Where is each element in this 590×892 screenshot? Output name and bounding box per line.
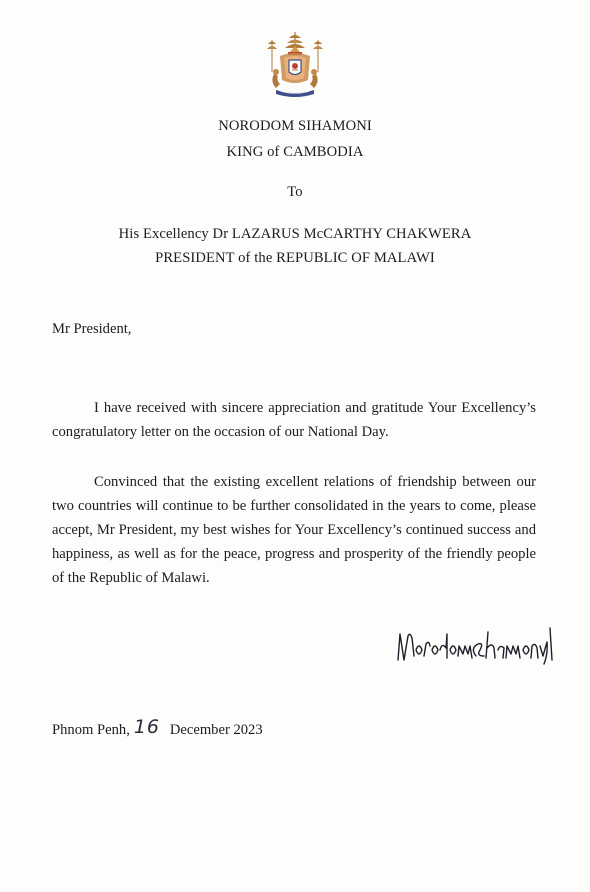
sender-title: KING of CAMBODIA: [226, 144, 364, 160]
date-place: Phnom Penh,: [52, 722, 130, 738]
handwritten-signature: [392, 620, 558, 666]
body-paragraph-2: Convinced that the existing excellent relations of friendship between our two countries will continue to be further consolidated in the years to come, please accept, Mr President, my best wishes for Your Excellency’s continued success and happiness, as well as for the peace, progress and prosperity of the friendly people of the Republic of Malawi.: [52, 474, 536, 586]
recipient-name: His Excellency Dr LAZARUS McCARTHY CHAKWERA: [118, 226, 472, 242]
date-line: [52, 717, 263, 739]
royal-arms-of-cambodia-icon: [262, 30, 328, 102]
salutation: Mr President,: [52, 321, 132, 337]
sender-name: NORODOM SIHAMONI: [218, 118, 372, 134]
body-paragraph-1: I have received with sincere appreciation and gratitude Your Excellency’s congratulatory letter on the occasion of our National Day.: [52, 400, 536, 440]
to-label: To: [287, 184, 303, 200]
date-day-handwritten: 16: [133, 716, 161, 738]
date-month-year: December 2023: [169, 722, 263, 738]
recipient-title: PRESIDENT of the REPUBLIC OF MALAWI: [155, 250, 435, 266]
